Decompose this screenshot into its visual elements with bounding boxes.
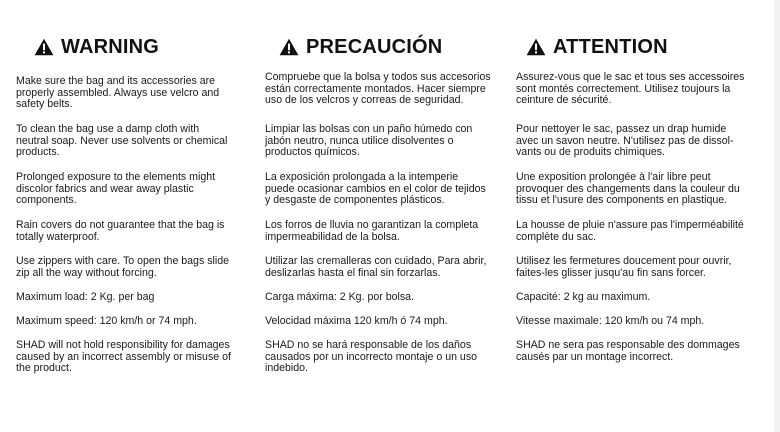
paragraph-max-load <box>16 292 252 304</box>
paragraph-max-load <box>265 292 505 304</box>
text-line: productos químicos. <box>265 146 360 159</box>
column-spanish <box>265 34 505 375</box>
text-line: vants ou de produits chimiques. <box>516 146 665 159</box>
text-line: indebido. <box>265 362 309 375</box>
text-line: Velocidad máxima 120 km/h ó 74 mph. <box>265 315 448 327</box>
text-line: caused by an incorrect assembly or misuse of <box>16 350 231 363</box>
paragraph-assembly <box>265 72 505 107</box>
text-line: SHAD no se hará responsable de los daños <box>265 339 472 351</box>
text-line: SHAD will not hold responsibility for damages <box>16 339 230 351</box>
paragraph-zippers <box>16 256 252 279</box>
text-line: Los forros de lluvia no garantizan la completa <box>265 219 479 231</box>
text-line: Prolonged exposure to the elements might <box>16 171 216 183</box>
text-line: totally waterproof. <box>16 230 100 243</box>
heading-english <box>34 34 252 60</box>
paragraph-cleaning <box>16 124 252 159</box>
text-line: avec un savon neutre. N'utilisez pas de dissol- <box>516 134 734 147</box>
text-line: products. <box>16 146 60 159</box>
text-line: Une exposition prolongée à l'air libre peut <box>516 171 711 183</box>
paragraph-cleaning <box>265 124 505 159</box>
text-line: causados por un incorrecto montaje o un uso <box>265 350 478 363</box>
text-line: jabón neutro, nunca utilice disolventes o <box>265 134 454 147</box>
heading-french <box>526 34 760 60</box>
paragraph-assembly <box>516 72 760 107</box>
text-line: Maximum speed: 120 km/h or 74 mph. <box>16 315 197 327</box>
paragraph-max-speed <box>265 316 505 328</box>
heading-text: PRECAUCIÓN <box>306 35 443 58</box>
heading-text: WARNING <box>61 35 160 58</box>
text-line: La housse de pluie n'assure pas l'imperméabilité <box>516 219 744 231</box>
text-line: To clean the bag use a damp cloth with <box>16 123 200 135</box>
page-edge <box>774 0 780 432</box>
text-line: Pour nettoyer le sac, passez un drap humide <box>516 123 727 135</box>
paragraph-exposure <box>265 172 505 207</box>
paragraph-exposure <box>16 172 252 207</box>
text-line: Carga máxima: 2 Kg. por bolsa. <box>265 291 414 303</box>
text-line: Use zippers with care. To open the bags slide <box>16 255 229 267</box>
paragraph-responsibility <box>265 340 505 375</box>
text-line: sont montés correctement. Utilisez toujours la <box>516 82 731 95</box>
paragraph-zippers <box>265 256 505 279</box>
paragraph-responsibility <box>516 340 760 363</box>
paragraph-zippers <box>516 256 760 279</box>
text-line: neutral soap. Never use solvents or chemical <box>16 134 228 147</box>
warning-triangle-icon <box>279 38 299 56</box>
text-line: discolor fabrics and wear away plastic <box>16 182 194 195</box>
text-line: Utilisez les fermetures doucement pour ouvrir, <box>516 255 732 267</box>
text-line: causés par un montage incorrect. <box>516 350 674 363</box>
heading-spanish <box>279 34 505 60</box>
text-line: puede ocasionar cambios en el color de tejidos <box>265 182 486 195</box>
text-line: Maximum load: 2 Kg. per bag <box>16 291 155 303</box>
text-line: Capacité: 2 kg au maximum. <box>516 291 651 303</box>
paragraph-responsibility <box>16 340 252 375</box>
paragraph-rain-cover <box>16 220 252 243</box>
text-line: deslizarlas hasta el final sin forzarlas. <box>265 266 441 279</box>
text-line: La exposición prolongada a la intemperie <box>265 171 459 183</box>
text-line: uso de los velcros y correas de seguridad. <box>265 94 464 107</box>
text-line: tissu et l'usure des components en plastique. <box>516 194 728 207</box>
text-line: y desgaste de componentes plásticos. <box>265 194 445 207</box>
column-french <box>516 34 760 363</box>
text-line: components. <box>16 194 77 207</box>
text-line: ceinture de sécurité. <box>516 94 612 107</box>
text-line: properly assembled. Always use velcro and <box>16 86 220 99</box>
text-line: faites-les glisser jusqu'au fin sans forcer. <box>516 266 706 279</box>
text-line: the product. <box>16 362 72 375</box>
paragraph-max-load <box>516 292 760 304</box>
paragraph-exposure <box>516 172 760 207</box>
paragraph-max-speed <box>516 316 760 328</box>
warning-triangle-icon <box>34 38 54 56</box>
paragraph-max-speed <box>16 316 252 328</box>
text-line: provoquer des changements dans la couleur du <box>516 182 740 195</box>
warning-triangle-icon <box>526 38 546 56</box>
text-line: SHAD ne sera pas responsable des dommages <box>516 339 740 351</box>
text-line: Compruebe que la bolsa y todos sus accesorios <box>265 71 491 83</box>
paragraph-assembly <box>16 76 252 111</box>
heading-text: ATTENTION <box>553 35 668 58</box>
paragraph-rain-cover <box>265 220 505 243</box>
paragraph-cleaning <box>516 124 760 159</box>
text-line: Rain covers do not guarantee that the bag is <box>16 219 225 231</box>
text-line: Vitesse maximale: 120 km/h ou 74 mph. <box>516 315 705 327</box>
column-english <box>16 34 252 375</box>
text-line: Assurez-vous que le sac et tous ses accessoires <box>516 71 745 83</box>
text-line: zip all the way without forcing. <box>16 266 157 279</box>
text-line: impermeabilidad de la bolsa. <box>265 230 400 243</box>
text-line: están correctamente montados. Hacer siempre <box>265 82 486 95</box>
text-line: safety belts. <box>16 98 73 111</box>
text-line: complète du sac. <box>516 230 597 243</box>
text-line: Utilizar las cremalleras con cuidado, Para abrir, <box>265 255 487 267</box>
text-line: Limpiar las bolsas con un paño húmedo con <box>265 123 473 135</box>
paragraph-rain-cover <box>516 220 760 243</box>
text-line: Make sure the bag and its accessories are <box>16 75 216 87</box>
